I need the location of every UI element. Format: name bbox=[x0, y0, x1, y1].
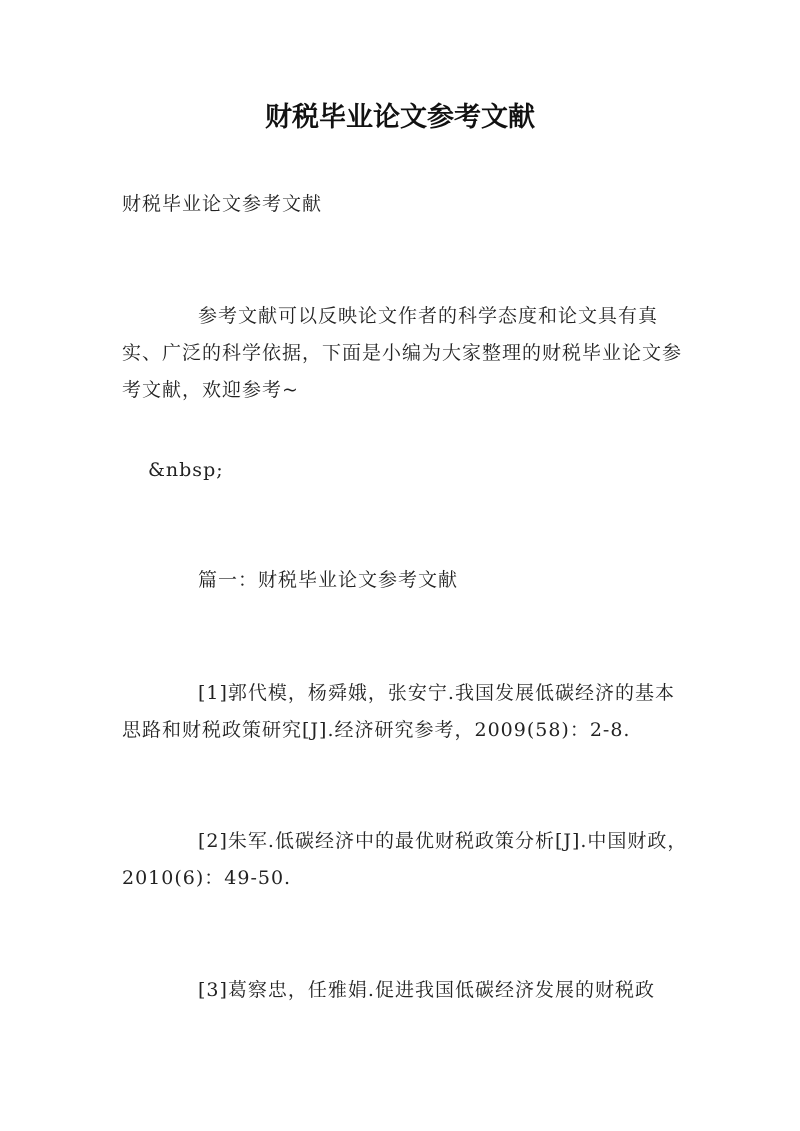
document-title: 财税毕业论文参考文献 bbox=[265, 102, 535, 133]
nbsp-text-line: &nbsp; bbox=[148, 459, 224, 481]
document-subtitle: 财税毕业论文参考文献 bbox=[122, 193, 323, 215]
reference-item: [1]郭代模，杨舜娥，张安宁.我国发展低碳经济的基本思路和财税政策研究[J].经济研究参考，2009(58)：2-8. bbox=[122, 682, 675, 741]
reference-item: [2]朱军.低碳经济中的最优财税政策分析[J].中国财政，2010(6)：49-50. bbox=[122, 830, 688, 889]
section-heading: 篇一：财税毕业论文参考文献 bbox=[198, 569, 459, 591]
intro-paragraph: 参考文献可以反映论文作者的科学态度和论文具有真实、广泛的科学依据，下面是小编为大家整理的财税毕业论文参考文献，欢迎参考~ bbox=[122, 305, 683, 401]
reference-item: [3]葛察忠，任雅娟.促进我国低碳经济发展的财税政 bbox=[198, 979, 655, 1001]
